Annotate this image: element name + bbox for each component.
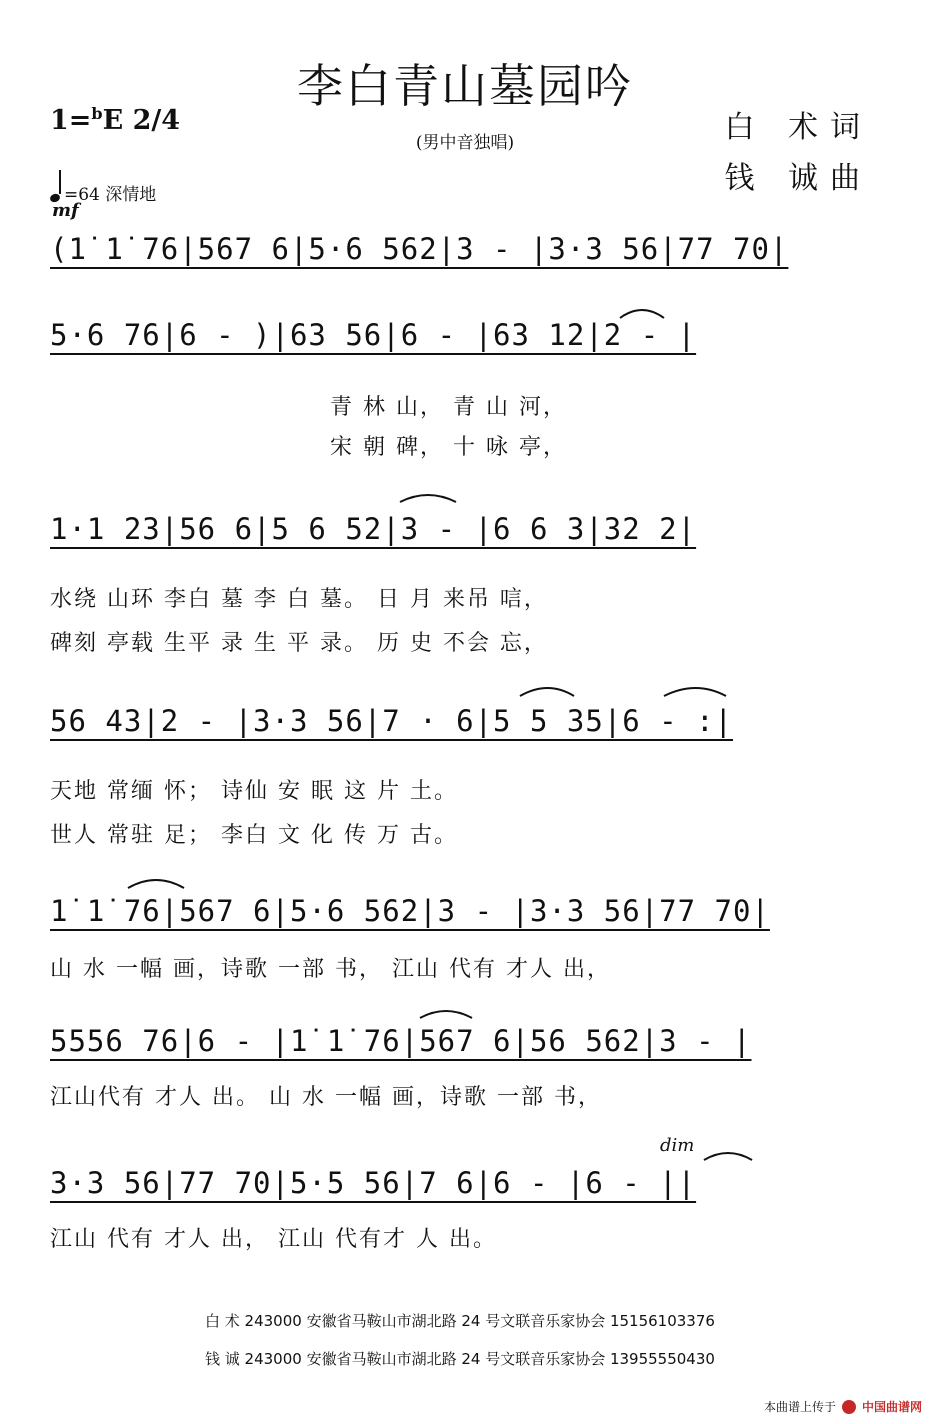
notation-line-5: 1̇ 1̇ 76|567 6|5·6 562|3 - |3·3 56|77 70|: [50, 894, 770, 928]
key-signature: [50, 104, 180, 136]
lyric-line-5: 山 水 一幅 画，诗歌 一部 书， 江山 代有 才人 出，: [50, 957, 611, 982]
notation-line-3: 1·1 23|56 6|5 6 52|3 - |6 6 3|32 2|: [50, 512, 697, 546]
notation-line-7: 3·3 56|77 70|5·5 56|7 6|6 - |6 - ||: [50, 1166, 697, 1200]
page-title: 李白青山墓园吟: [297, 59, 633, 113]
notation-line-4: 56 43|2 - |3·3 56|7 · 6|5 5 35|6 - :|: [50, 704, 734, 738]
tempo-text: =64 深情地: [64, 185, 157, 205]
footer-line-2: 钱 诚 243000 安徽省马鞍山市湖北路 24 号文联音乐家协会 13955550430: [205, 1350, 715, 1368]
dynamic-marking: mf: [52, 200, 79, 221]
dim-marking: dim: [660, 1135, 695, 1156]
upload-text: 本曲谱上传于: [763, 1400, 836, 1414]
lyric-line-6: 江山代有 才人 出。 山 水 一幅 画，诗歌 一部 书，: [50, 1085, 602, 1110]
site-logo-icon: [842, 1400, 856, 1414]
lyric-line-2b: 宋 朝 碑， 十 咏 亭，: [330, 435, 567, 460]
key-prefix: 1=: [50, 105, 92, 136]
notation-line-1: (1̇ 1̇ 76|567 6|5·6 562|3 - |3·3 56|77 70|: [50, 232, 789, 266]
composer-credit: 钱 诚曲: [724, 161, 872, 196]
notation-line-6: 5556 76|6 - |1̇ 1̇ 76|567 6|56 562|3 - |: [50, 1024, 752, 1058]
lyric-line-7: 江山 代有 才人 出， 江山 代有才 人 出。: [50, 1227, 497, 1252]
lyric-line-3a: 水绕 山环 李白 墓 李 白 墓。 日 月 来吊 唁，: [50, 587, 548, 612]
lyric-line-4a: 天地 常缅 怀； 诗仙 安 眠 这 片 土。: [50, 779, 458, 804]
key-flat: b: [91, 104, 103, 123]
subtitle: (男中音独唱): [415, 133, 515, 153]
site-brand: 中国曲谱网: [861, 1400, 922, 1414]
lyric-line-3b: 碑刻 亭载 生平 录 生 平 录。 历 史 不会 忘，: [50, 631, 548, 656]
key-rest: E 2/4: [102, 105, 181, 136]
lyricist-credit: 白 术词: [724, 110, 872, 145]
footer-line-1: 白 术 243000 安徽省马鞍山市湖北路 24 号文联音乐家协会 15156103376: [205, 1312, 715, 1330]
note-stem: [59, 170, 61, 194]
notation-line-2: 5·6 76|6 - )|63 56|6 - |63 12|2 - |: [50, 318, 697, 352]
upload-credit: [764, 1398, 922, 1415]
lyric-line-4b: 世人 常驻 足； 李白 文 化 传 万 古。: [50, 823, 458, 848]
lyric-line-2a: 青 林 山， 青 山 河，: [330, 395, 567, 420]
